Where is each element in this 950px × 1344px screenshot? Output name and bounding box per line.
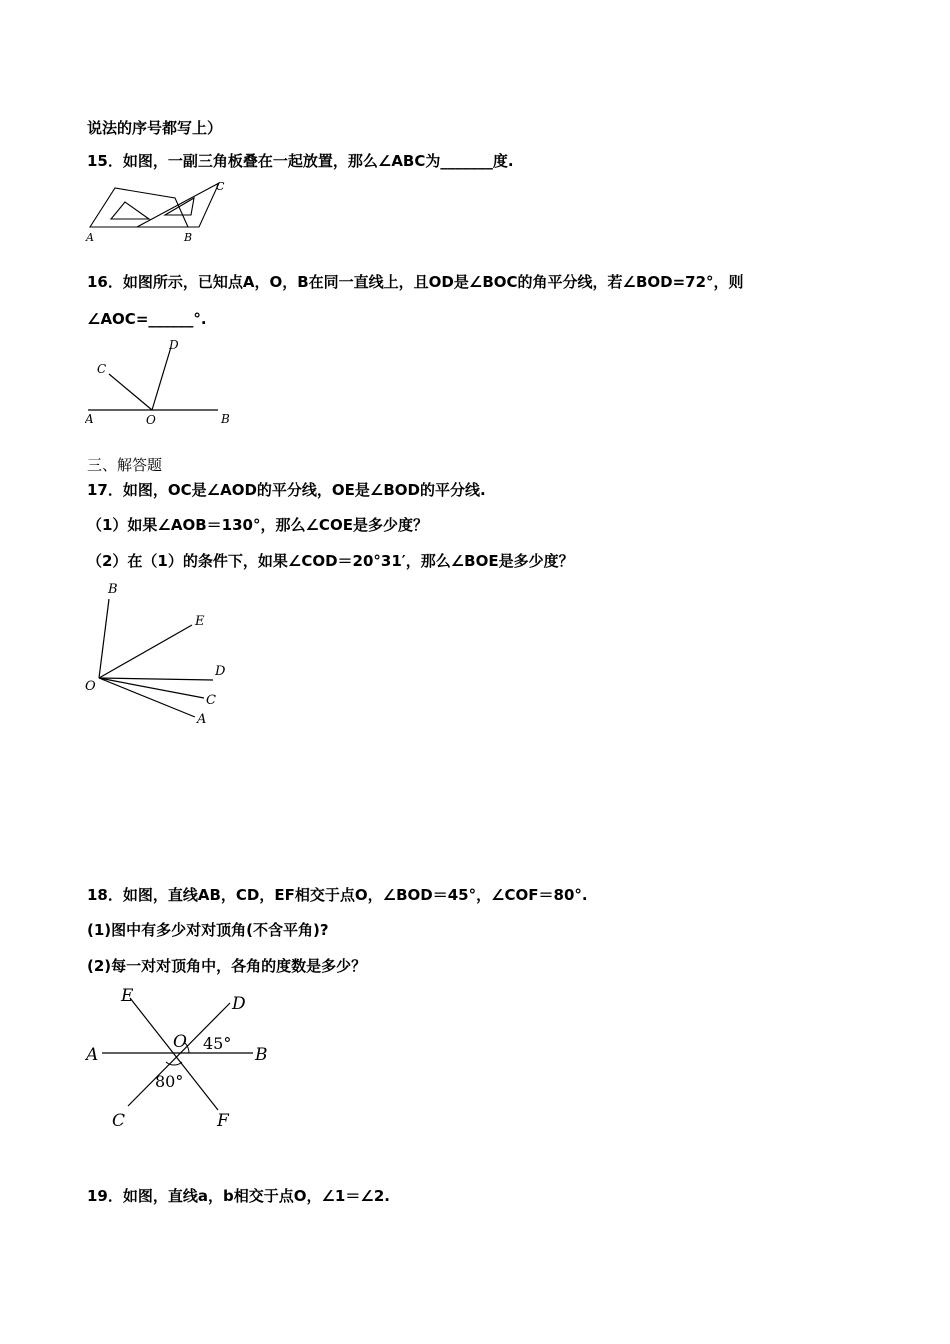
question-18: 18．如图，直线AB，CD，EF相交于点O，∠BOD＝45°，∠COF＝80°. (87, 886, 588, 904)
label-A: A (86, 231, 94, 244)
angle-label-45: 45° (203, 1034, 232, 1053)
question-17-part2: （2）在（1）的条件下，如果∠COD＝20°31′，那么∠BOE是多少度？ (87, 552, 574, 570)
label-E: E (121, 986, 134, 1006)
label-C: C (206, 693, 216, 708)
question-18-part1: (1)图中有多少对对顶角(不含平角)? (87, 921, 329, 939)
question-16-line2: ∠AOC=______°. (87, 310, 207, 328)
label-D: D (169, 338, 179, 352)
text-line-continuation: 说法的序号都写上） (87, 119, 223, 137)
label-D: D (215, 664, 226, 679)
label-C: C (97, 362, 107, 376)
angle-label-80: 80° (155, 1072, 184, 1091)
label-D: D (232, 994, 246, 1014)
question-18-part2: (2)每一对对顶角中，各角的度数是多少？ (87, 957, 367, 975)
label-B: B (255, 1045, 268, 1065)
question-17-part1: （1）如果∠AOB＝130°，那么∠COE是多少度？ (87, 516, 428, 534)
label-B: B (221, 412, 230, 426)
question-15: 15．如图，一副三角板叠在一起放置，那么∠ABC为_______度. (87, 152, 514, 170)
label-B: B (184, 231, 193, 244)
question-17: 17．如图，OC是∠AOD的平分线，OE是∠BOD的平分线. (87, 481, 486, 499)
question-16-line1: 16．如图所示，已知点A，O，B在同一直线上，且OD是∠BOC的角平分线，若∠BOD=72°，则 (87, 273, 744, 291)
figure-15-triangle-rulers (85, 178, 235, 248)
label-O: O (173, 1032, 187, 1052)
label-C: C (112, 1111, 126, 1131)
section-3-heading: 三、解答题 (87, 456, 163, 474)
label-O: O (85, 679, 96, 694)
figure-16-angle-bisector (85, 335, 245, 430)
label-A: A (86, 1045, 99, 1065)
label-E: E (195, 614, 205, 629)
label-B: B (108, 582, 118, 597)
figure-17-angle-rays (85, 577, 235, 727)
question-19: 19．如图，直线a，b相交于点O，∠1＝∠2. (87, 1187, 390, 1205)
label-A: A (85, 412, 94, 426)
label-F: F (217, 1111, 229, 1131)
label-O: O (146, 413, 156, 427)
figure-18-intersecting-lines (85, 983, 285, 1133)
label-C: C (216, 180, 225, 193)
label-A: A (197, 712, 207, 727)
